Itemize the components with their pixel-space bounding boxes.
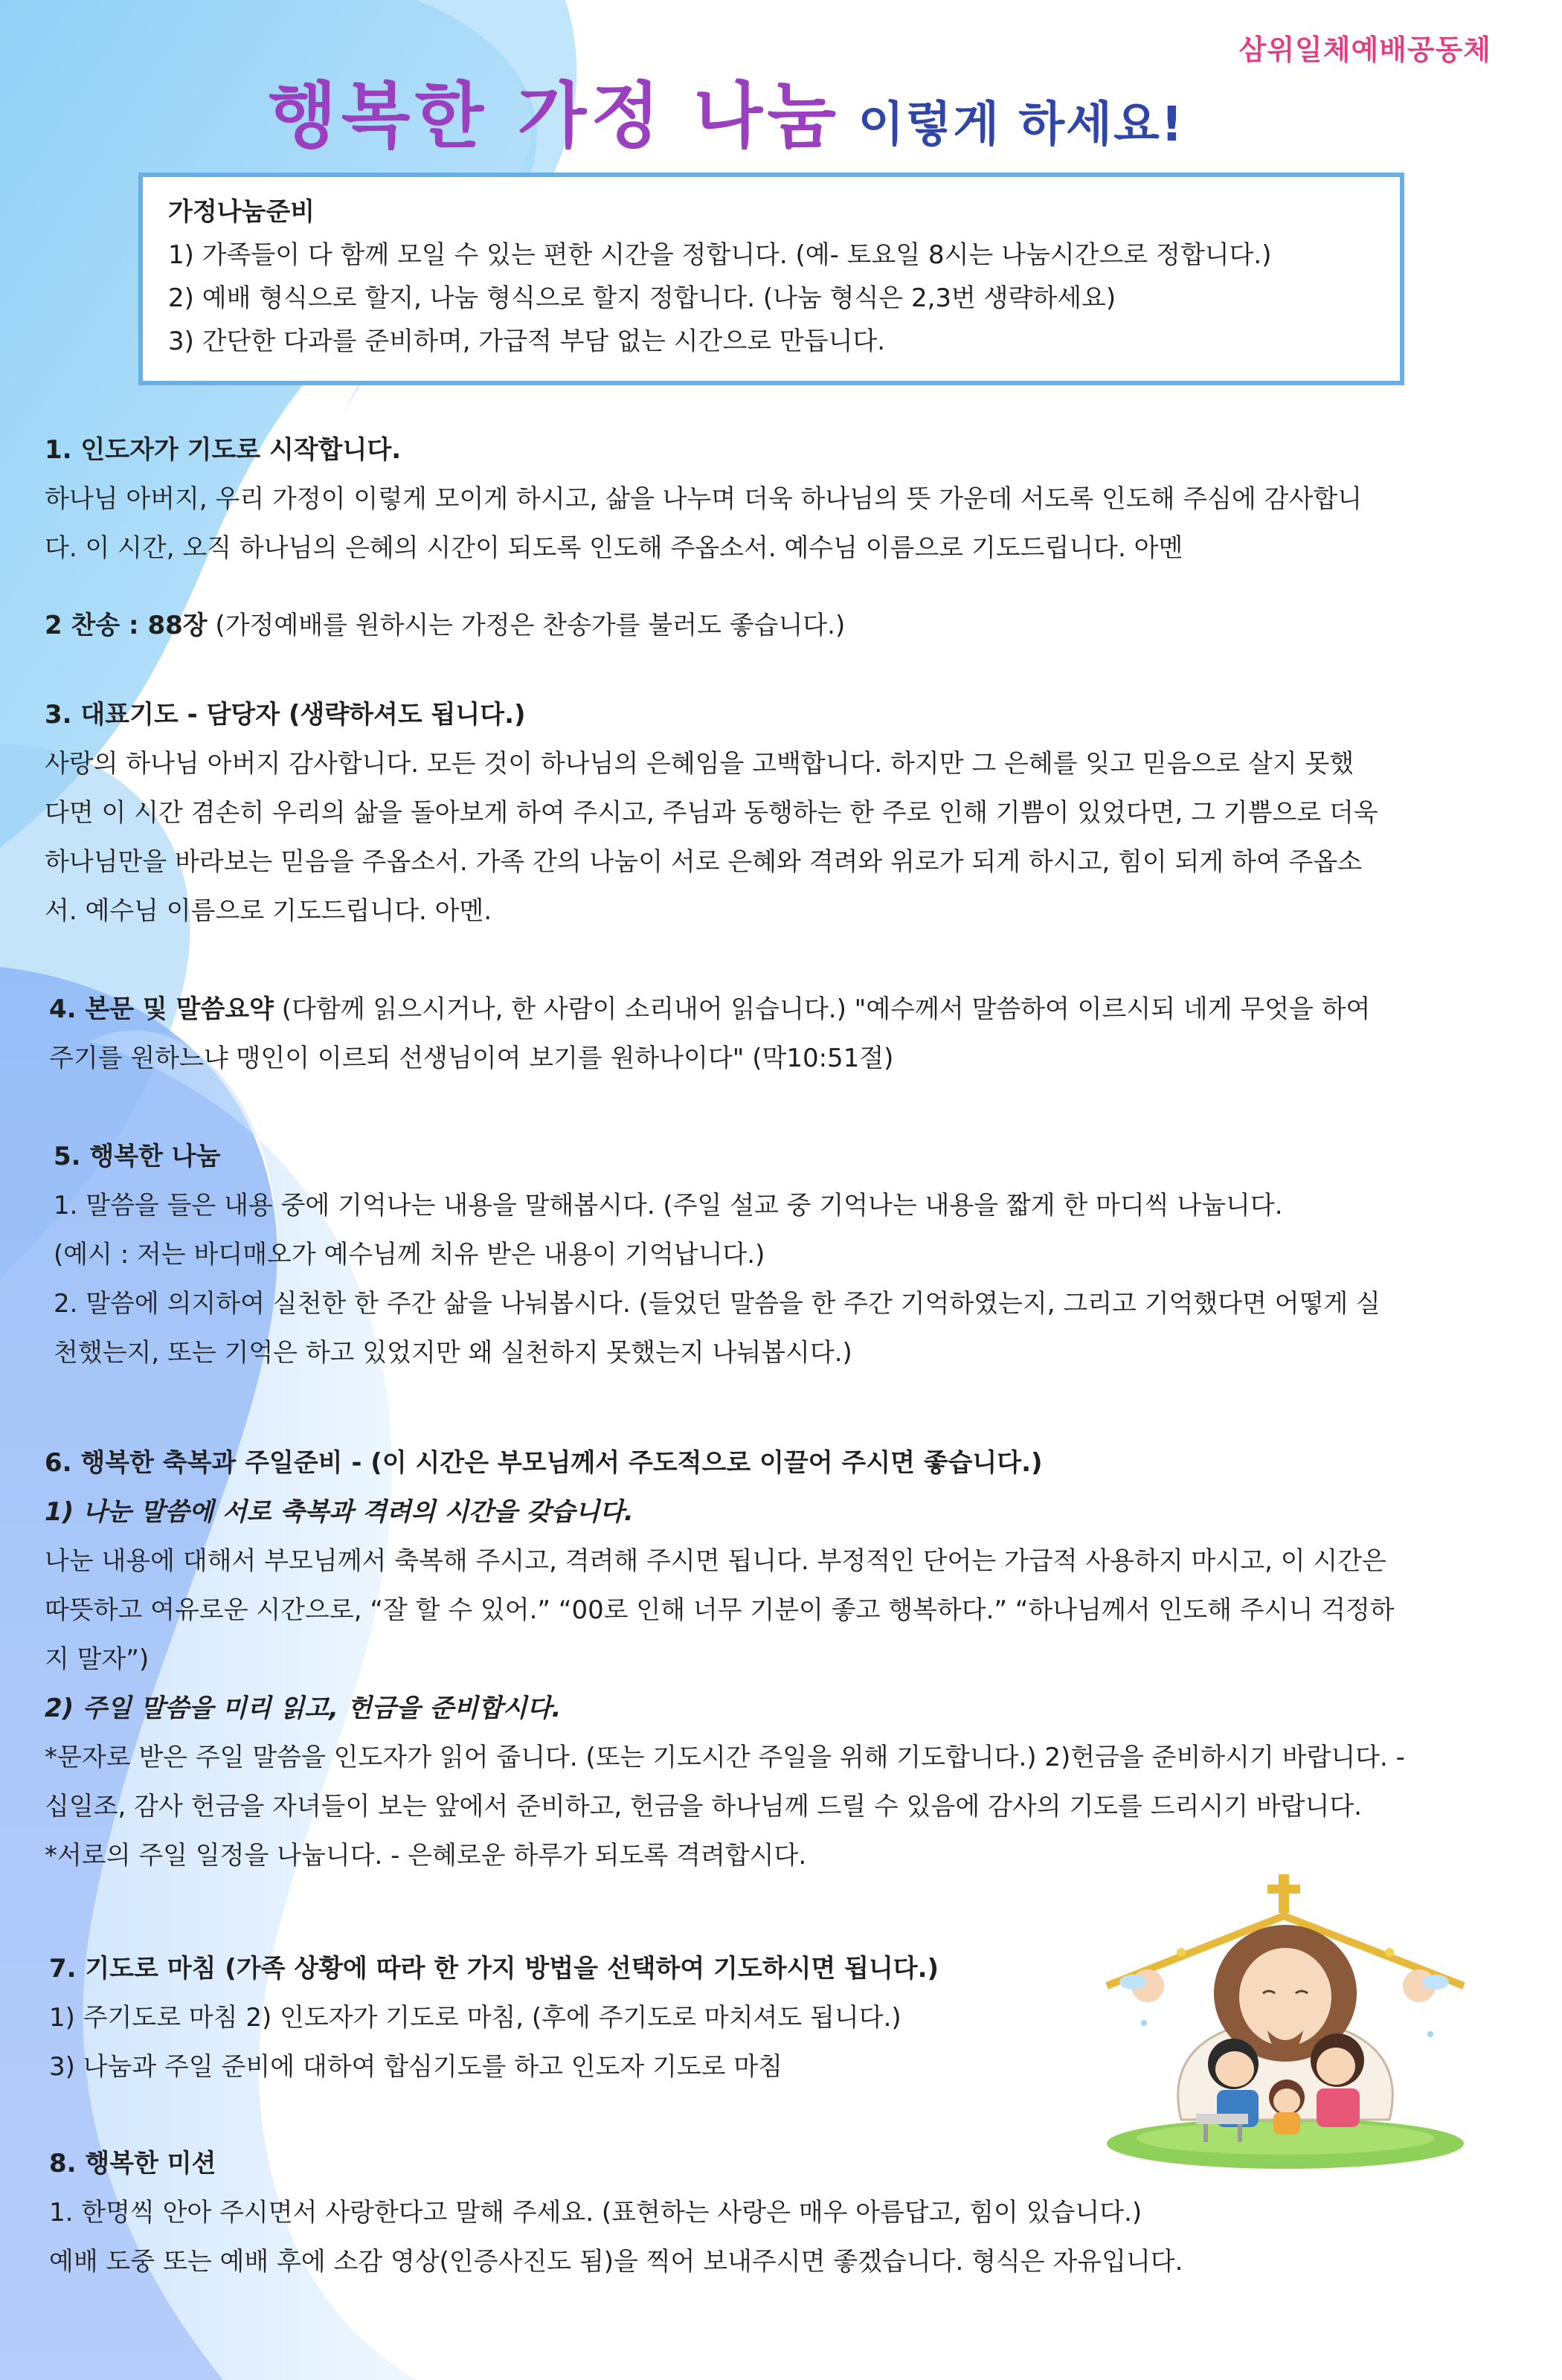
body-line: 지 말자”) xyxy=(45,1644,150,1674)
section-heading: 2 찬송 : 88장 xyxy=(45,611,208,640)
title-main: 행복한 가정 나눔 xyxy=(268,74,841,158)
body-line: 다. 이 시간, 오직 하나님의 은혜의 시간이 되도록 인도해 주옵소서. 예수님 이름으로 기도드립니다. 아멘 xyxy=(45,533,1183,563)
section-6 xyxy=(45,1438,1532,1880)
body-line: 나눈 내용에 대해서 부모님께서 축복해 주시고, 격려해 주시면 됩니다. 부정적인 단어는 가급적 사용하지 마시고, 이 시간은 xyxy=(45,1546,1386,1576)
body-line: 주기를 원하느냐 맹인이 이르되 선생님이여 보기를 원하나이다" (막10:51절) xyxy=(49,1043,894,1073)
body-line: 하나님 아버지, 우리 가정이 이렇게 모이게 하시고, 삶을 나누며 더욱 하나님의 뜻 가운데 서도록 인도해 주심에 감사합니 xyxy=(45,484,1363,514)
body-line: *서로의 주일 일정을 나눕니다. - 은혜로운 하루가 되도록 격려합시다. xyxy=(45,1841,807,1871)
prep-item: 3) 간단한 다과를 준비하며, 가급적 부담 없는 시간으로 만듭니다. xyxy=(168,327,886,356)
body-line: 3) 나눔과 주일 준비에 대하여 합심기도를 하고 인도자 기도로 마침 xyxy=(49,2052,783,2082)
section-heading: 6. 행복한 축복과 주일준비 - (이 시간은 부모님께서 주도적으로 이끌어 주시면 좋습니다.) xyxy=(45,1448,1043,1478)
section-5 xyxy=(54,1132,1541,1377)
prep-item: 1) 가족들이 다 함께 모일 수 있는 편한 시간을 정합니다. (예- 토요일 8시는 나눔시간으로 정합니다.) xyxy=(168,240,1272,270)
body-line: 따뜻하고 여유로운 시간으로, “잘 할 수 있어.” “00로 인해 너무 기분이 좋고 행복하다.” “하나님께서 인도해 주시니 걱정하 xyxy=(45,1595,1395,1625)
section-2 xyxy=(45,601,1532,650)
section-heading: 7. 기도로 마침 (가족 상황에 따라 한 가지 방법을 선택하여 기도하시면 됩니다.) xyxy=(49,1954,939,1984)
body-line: *문자로 받은 주일 말씀을 인도자가 읽어 줍니다. (또는 기도시간 주일을 위해 기도합니다.) 2)헌금을 준비하시기 바랍니다. - xyxy=(45,1743,1405,1772)
body-line: 1. 말씀을 들은 내용 중에 기억나는 내용을 말해봅시다. (주일 설교 중 기억나는 내용을 짧게 한 마디씩 나눕니다. xyxy=(54,1191,1283,1220)
subsection-heading: 2) 주일 말씀을 미리 읽고, 헌금을 준비합시다. xyxy=(45,1694,562,1723)
section-3 xyxy=(45,690,1532,936)
section-heading: 5. 행복한 나눔 xyxy=(54,1142,221,1171)
body-line: (예시 : 저는 바디매오가 예수님께 치유 받은 내용이 기억납니다.) xyxy=(54,1240,765,1270)
prep-item: 2) 예배 형식으로 할지, 나눔 형식으로 할지 정합니다. (나눔 형식은 2,3번 생략하세요) xyxy=(168,283,1116,313)
body-line: 천했는지, 또는 기억은 하고 있었지만 왜 실천하지 못했는지 나눠봅시다.) xyxy=(54,1338,852,1368)
section-note: (가정예배를 원하시는 가정은 찬송가를 불러도 좋습니다.) xyxy=(207,611,846,640)
body-line: 1. 한명씩 안아 주시면서 사랑한다고 말해 주세요. (표현하는 사랑은 매우 아름답고, 힘이 있습니다.) xyxy=(49,2198,1142,2228)
body-line: 십일조, 감사 헌금을 자녀들이 보는 앞에서 준비하고, 헌금을 하나님께 드릴 수 있음에 감사의 기도를 드리시기 바랍니다. xyxy=(45,1792,1363,1821)
body-line: 다면 이 시간 겸손히 우리의 삶을 돌아보게 하여 주시고, 주님과 동행하는 한 주로 인해 기쁨이 있었다면, 그 기쁨으로 더욱 xyxy=(45,798,1378,828)
body-line: 서. 예수님 이름으로 기도드립니다. 아멘. xyxy=(45,896,492,926)
page-title xyxy=(268,60,1184,161)
body-line: 사랑의 하나님 아버지 감사합니다. 모든 것이 하나님의 은혜임을 고백합니다. 하지만 그 은혜를 잊고 믿음으로 살지 못했 xyxy=(45,749,1354,779)
body-line: 2. 말씀에 의지하여 실천한 한 주간 삶을 나눠봅시다. (들었던 말씀을 한 주간 기억하였는지, 그리고 기억했다면 어떻게 실 xyxy=(54,1289,1381,1319)
section-1 xyxy=(45,425,1532,573)
preparation-box xyxy=(138,173,1404,385)
body-line: 예배 도중 또는 예배 후에 소감 영상(인증사진도 됨)을 찍어 보내주시면 좋겠습니다. 형식은 자유입니다. xyxy=(49,2247,1183,2277)
jesus-family-illustration xyxy=(1092,1874,1479,2172)
section-heading: 8. 행복한 미션 xyxy=(49,2149,216,2178)
section-heading: 3. 대표기도 - 담당자 (생략하셔도 됩니다.) xyxy=(45,700,526,730)
section-heading: 1. 인도자가 기도로 시작합니다. xyxy=(45,435,402,465)
section-heading: 4. 본문 및 말씀요약 xyxy=(49,994,274,1024)
body-line: 1) 주기도로 마침 2) 인도자가 기도로 마침, (후에 주기도로 마치셔도 됩니다.) xyxy=(49,2003,901,2033)
section-4 xyxy=(49,985,1537,1083)
body-line: 하나님만을 바라보는 믿음을 주옵소서. 가족 간의 나눔이 서로 은혜와 격려와 위로가 되게 하시고, 힘이 되게 하여 주옵소 xyxy=(45,847,1363,877)
body-text: (다함께 읽으시거나, 한 사람이 소리내어 읽습니다.) "예수께서 말씀하여 이르시되 네게 무엇을 하여 xyxy=(274,994,1371,1024)
title-sub: 이렇게 하세요! xyxy=(858,97,1184,152)
subsection-heading: 1) 나눈 말씀에 서로 축복과 격려의 시간을 갖습니다. xyxy=(45,1497,634,1527)
community-name: 삼위일체예배공동체 xyxy=(1238,33,1491,66)
prep-heading: 가정나눔준비 xyxy=(168,197,315,227)
